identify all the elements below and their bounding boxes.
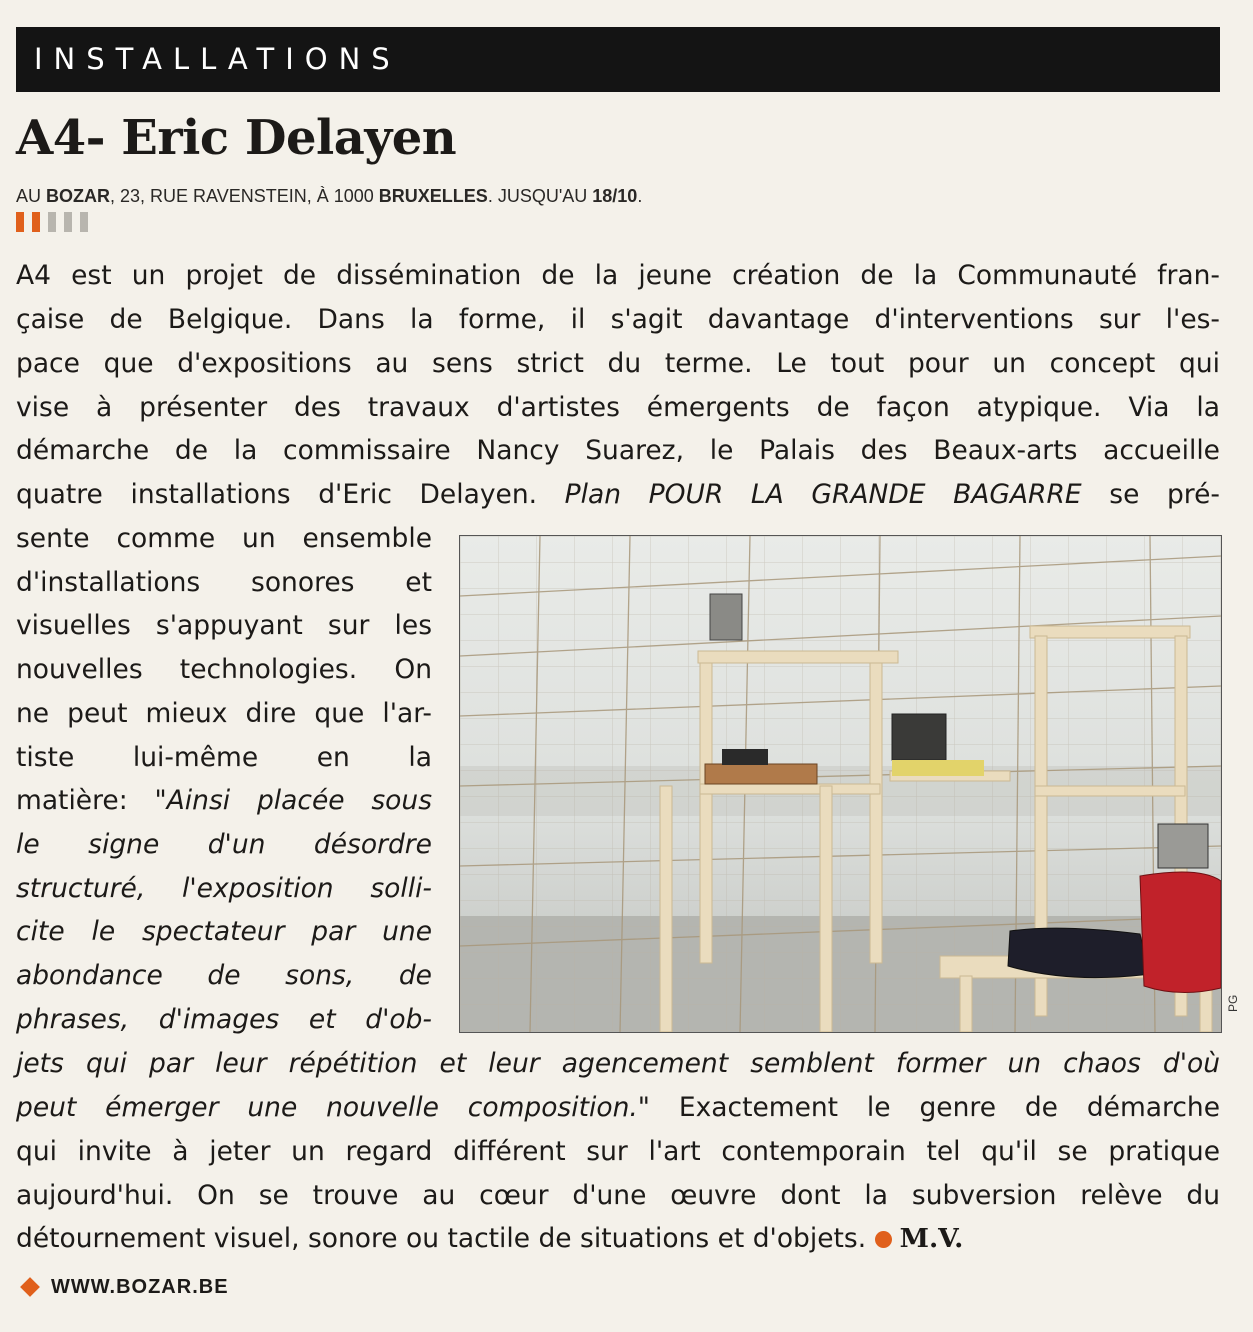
body-line: sente comme un ensemble (16, 523, 432, 554)
quote-line: le signe d'un désordre (16, 829, 432, 860)
rating-bar (64, 212, 72, 232)
quote-line: cite le spectateur par une (16, 916, 432, 947)
body-line (16, 1086, 1220, 1130)
diamond-icon (20, 1277, 40, 1297)
website-link[interactable]: WWW.BOZAR.BE (51, 1275, 229, 1298)
body-line: pace que d'expositions au sens strict du terme. Le tout pour un concept qui (16, 348, 1220, 379)
quote-line: structuré, l'exposition solli- (16, 873, 432, 904)
photo-credit: PG (1226, 994, 1240, 1012)
quote-line: abondance de sons, de (16, 960, 432, 991)
venue-address: , 23, RUE RAVENSTEIN, À 1000 (110, 186, 379, 206)
venue-info (16, 184, 642, 208)
rating-bar (80, 212, 88, 232)
venue-end: . (637, 186, 643, 206)
body-line (16, 1217, 963, 1261)
body-line (16, 473, 1220, 517)
section-banner (16, 27, 1220, 92)
installation-photo (459, 535, 1222, 1033)
body-line: démarche de la commissaire Nancy Suarez, le Palais des Beaux-arts accueille (16, 435, 1220, 466)
body-line (16, 779, 432, 823)
footer-link[interactable] (20, 1273, 229, 1301)
body-line: aujourd'hui. On se trouve au cœur d'une œuvre dont la subversion relève du (16, 1180, 1220, 1211)
body-line: A4 est un projet de dissémination de la jeune création de la Communauté fran- (16, 260, 1220, 291)
body-line-text: matière: (16, 785, 155, 816)
venue-place: BOZAR (46, 186, 111, 206)
body-line: nouvelles technologies. On (16, 654, 432, 685)
artwork-title: Plan POUR LA GRANDE BAGARRE (564, 479, 1082, 510)
body-line: vise à présenter des travaux d'artistes émergents de façon atypique. Via la (16, 392, 1220, 423)
venue-city: BRUXELLES (378, 186, 488, 206)
body-line: d'installations sonores et (16, 567, 432, 598)
body-line: visuelles s'appuyant sur les (16, 610, 432, 641)
quote-line: phrases, d'images et d'ob- (16, 1004, 432, 1035)
body-line: tiste lui-même en la (16, 742, 432, 773)
venue-prefix: AU (16, 186, 47, 206)
venue-until-label: . JUSQU'AU (487, 186, 593, 206)
section-label: INSTALLATIONS (34, 42, 401, 76)
body-line-text: quatre installations d'Eric Delayen. (16, 479, 565, 510)
rating-bar (16, 212, 24, 232)
article-title: A4- Eric Delayen (16, 110, 457, 166)
rating-bar (48, 212, 56, 232)
body-line-text: détournement visuel, sonore ou tactile de situations et d'objets. (16, 1223, 867, 1254)
body-line: qui invite à jeter un regard différent sur l'art contemporain tel qu'il se pratique (16, 1136, 1220, 1167)
body-line: ne peut mieux dire que l'ar- (16, 698, 432, 729)
end-bullet-icon (875, 1231, 892, 1248)
body-line: çaise de Belgique. Dans la forme, il s'agit davantage d'interventions sur l'es- (16, 304, 1220, 335)
quote-text: peut émerger une nouvelle composition." (16, 1092, 650, 1123)
author-signature: M.V. (899, 1223, 964, 1254)
venue-date: 18/10 (592, 186, 638, 206)
body-line-text: Exactement le genre de démarche (649, 1092, 1221, 1123)
rating-bars (16, 212, 88, 234)
body-line-text: se pré- (1081, 479, 1220, 510)
quote-text: "Ainsi placée sous (154, 785, 432, 816)
quote-line: jets qui par leur répétition et leur agencement semblent former un chaos d'où (16, 1048, 1220, 1079)
rating-bar (32, 212, 40, 232)
